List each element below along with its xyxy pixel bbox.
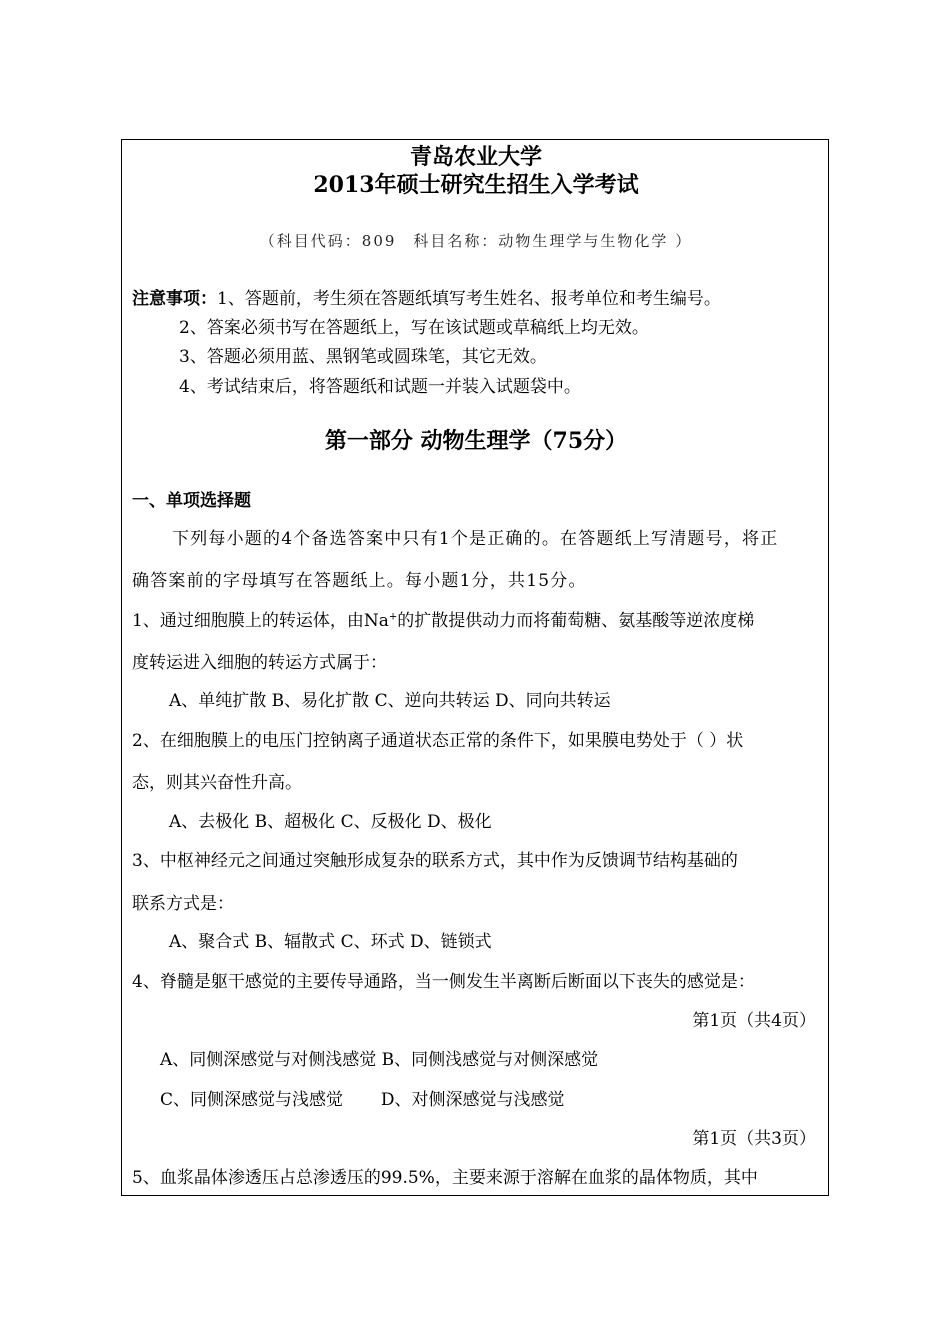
page-marker-2: 第1页（共3页） [692, 1129, 816, 1149]
notice-item-4: 4、考试结束后，将答题纸和试题一并装入试题袋中。 [179, 377, 581, 397]
q1-superscript: + [388, 611, 398, 623]
question-2-options: A、去极化 B、超极化 C、反极化 D、极化 [169, 812, 492, 832]
question-2-line-2: 态，则其兴奋性升高。 [132, 773, 302, 793]
exam-title: 2013年硕士研究生招生入学考试 [313, 172, 639, 198]
question-4-line-1: 4、脊髓是躯干感觉的主要传导通路，当一侧发生半离断后断面以下丧失的感觉是： [132, 972, 755, 992]
question-2-line-1: 2、在细胞膜上的电压门控钠离子通道状态正常的条件下，如果膜电势处于（ ）状 [132, 731, 744, 751]
page-marker-1: 第1页（共4页） [692, 1011, 816, 1031]
q1-text-b: 的扩散提供动力而将葡萄糖、氨基酸等逆浓度梯 [397, 611, 755, 631]
section-title: 一、单项选择题 [132, 491, 251, 511]
instruction-line-2: 确答案前的字母填写在答题纸上。每小题1分，共15分。 [132, 571, 587, 591]
part-title: 第一部分 动物生理学（75分） [324, 428, 628, 454]
question-4-options-1: A、同侧深感觉与对侧浅感觉 B、同侧浅感觉与对侧深感觉 [160, 1050, 599, 1070]
notice-item-1 [132, 288, 721, 310]
question-3-line-1: 3、中枢神经元之间通过突触形成复杂的联系方式，其中作为反馈调节结构基础的 [132, 851, 738, 871]
question-1-options: A、单纯扩散 B、易化扩散 C、逆向共转运 D、同向共转运 [169, 691, 611, 711]
instruction-line-1: 下列每小题的4个备选答案中只有1个是正确的。在答题纸上写清题号，将正 [172, 529, 779, 549]
notice-label: 注意事项： [132, 289, 217, 309]
notice-text-1: 1、答题前，考生须在答题纸填写考生姓名、报考单位和考生编号。 [217, 289, 721, 309]
university-name: 青岛农业大学 [409, 144, 542, 170]
question-5-line-1: 5、血浆晶体渗透压占总渗透压的99.5%，主要来源于溶解在血浆的晶体物质，其中 [132, 1168, 758, 1188]
question-3-line-2: 联系方式是： [132, 894, 234, 914]
question-1-line-1 [132, 610, 754, 632]
question-3-options: A、聚合式 B、辐散式 C、环式 D、链锁式 [169, 932, 492, 952]
question-1-line-2: 度转运进入细胞的转运方式属于： [132, 653, 387, 673]
subject-info: （科目代码：809 科目名称：动物生理学与生物化学 ） [259, 232, 693, 250]
notice-item-2: 2、答案必须书写在答题纸上，写在该试题或草稿纸上均无效。 [179, 318, 649, 338]
question-4-options-2: C、同侧深感觉与浅感觉 D、对侧深感觉与浅感觉 [160, 1090, 565, 1110]
notice-item-3: 3、答题必须用蓝、黑钢笔或圆珠笔，其它无效。 [179, 347, 547, 367]
exam-page-frame [121, 139, 829, 1196]
q1-text-a: 1、通过细胞膜上的转运体，由Na [132, 611, 389, 631]
